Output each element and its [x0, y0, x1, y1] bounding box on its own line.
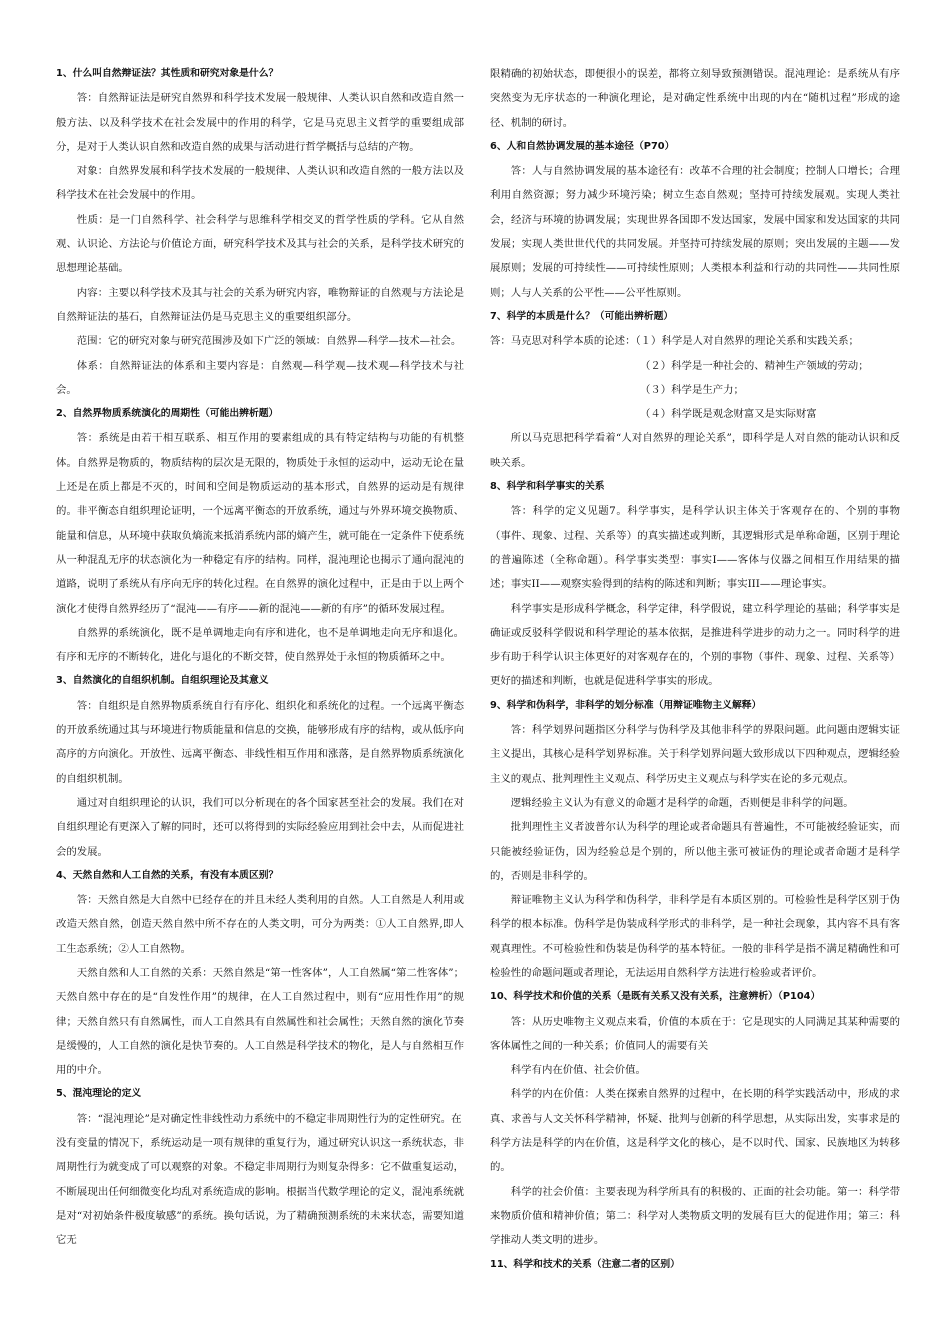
body-paragraph: 答：科学划界问题指区分科学与伪科学及其他非科学的界限问题。此问题由逻辑实证主义提出，其核心是科学划界标准。关于科学划界问题大致形成以下四种观点，逻辑经验主义的观点、批判理性主义观点、科学历史主义观点与科学实在论的多元观点。 — [490, 724, 900, 785]
list-item: （２）科学是一种社会的、精神生产领域的劳动； — [640, 359, 869, 372]
body-paragraph: 答：自然辩证法是研究自然界和科学技术发展一般规律、人类认识自然和改造自然一般方法、以及科学技术在社会发展中的作用的科学，它是马克思主义哲学的重要组成部分，是对于人类认识自然和改造自然的成果与活动进行哲学概括与总结的产物。 — [56, 92, 464, 153]
body-paragraph: 对象：自然界发展和科学技术发展的一般规律、人类认识和改造自然的一般方法以及科学技术在社会发展中的作用。 — [56, 165, 464, 202]
body-paragraph: 内容：主要以科学技术及其与社会的关系为研究内容，唯物辩证的自然观与方法论是自然辩证法的基石，自然辩证法仍是马克思主义的重要组织部分。 — [56, 286, 464, 323]
section-heading: 5、混沌理论的定义 — [56, 1088, 142, 1100]
body-paragraph: 科学的内在价值：人类在探索自然界的过程中，在长期的科学实践活动中，形成的求真、求善与人文关怀科学精神，怀疑、批判与创新的科学思想，从实际出发，实事求是的科学方法是科学的内在价值，这是科学文化的核心，是不以时代、国家、民族地区为转移的。 — [490, 1088, 900, 1174]
list-item: （４）科学既是观念财富又是实际财富 — [640, 408, 817, 421]
section-heading: 3、自然演化的自组织机制。自组织理论及其意义 — [56, 675, 269, 687]
body-paragraph: 答：天然自然是大自然中已经存在的并且未经人类利用的自然。人工自然是人利用或改造天然自然，创造天然自然中所不存在的人类文明，可分为两类：①人工自然界,即人工生态系统；②人工自然物。 — [56, 894, 464, 955]
section-heading: 2、自然界物质系统演化的周期性（可能出辨析题） — [56, 408, 279, 420]
body-paragraph: 范围：它的研究对象与研究范围涉及如下广泛的领域：自然界—科学—技术—社会。 — [76, 335, 462, 348]
body-paragraph: 答：科学的定义见题7。科学事实，是科学认识主体关于客观存在的、个别的事物（事件、现象、过程、关系等）的真实描述或判断，其逻辑形式是单称命题，区别于理论的普遍陈述（全称命题）。科学事实类型：事实I——客体与仪器之间相互作用结果的描述；事实II——观察实验得到的结构的陈述和判断；事实III——理论事实。 — [490, 505, 900, 591]
right-column — [490, 62, 900, 1277]
body-paragraph: 答：“混沌理论”是对确定性非线性动力系统中的不稳定非周期性行为的定性研究。在 — [76, 1112, 462, 1125]
body-paragraph: 限精确的初始状态，即便很小的误差，都将立刻导致预测错误。混沌理论：是系统从有序突然变为无序状态的一种演化理论，是对确定性系统中出现的内在“随机过程”形成的途径、机制的研讨。 — [490, 68, 900, 129]
body-paragraph: 通过对自组织理论的认识，我们可以分析现在的各个国家甚至社会的发展。我们在对自组织理论有更深入了解的同时，还可以将得到的实际经验应用到社会中去，从而促进社会的发展。 — [56, 796, 464, 858]
body-paragraph: 答：从历史唯物主义观点来看，价值的本质在于：它是现实的人同满足其某种需要的客体属性之间的一种关系；价值同人的需要有关 — [490, 1015, 900, 1052]
section-heading: 4、天然自然和人工自然的关系，有没有本质区别？ — [56, 869, 279, 881]
section-heading: 9、科学和伪科学，非科学的划分标准（用辩证唯物主义解释） — [490, 699, 762, 711]
body-paragraph: 答：马克思对科学本质的论述：（１）科学是人对自然界的理论关系和实践关系； — [490, 335, 859, 348]
body-paragraph: 天然自然和人工自然的关系：天然自然是“第一性客体”，人工自然属“第二性客体”；天然自然中存在的是“自发性作用”的规律，在人工自然过程中，则有“应用性作用”的规律；天然自然只有自然属性，而人工自然具有自然属性和社会属性；天然自然的演化节奏是缓慢的，人工自然的演化是快节奏的。人工自然是科学技术的物化，是人与自然相互作用的中介。 — [56, 966, 464, 1077]
section-heading: 1、什么叫自然辩证法？其性质和研究对象是什么？ — [56, 68, 279, 79]
body-paragraph: 科学的社会价值：主要表现为科学所具有的积极的、正面的社会功能。第一：科学带来物质价值和精神价值；第二：科学对人类物质文明的发展有巨大的促进作用；第三：科学推动人类文明的进步。 — [490, 1185, 900, 1247]
body-paragraph: 答：人与自然协调发展的基本途径有：改革不合理的社会制度；控制人口增长；合理利用自然资源；努力减少环境污染；树立生态自然观；坚持可持续发展观。实现人类社会，经济与环境的协调发展；实现世界各国即不发达国家，发展中国家和发达国家的共同发展；实现人类世世代代的共同发展。并坚持可持续发展的原则；突出发展的主题——发展原则；发展的可持续性——可持续性原则；人类根本利益和行动的共同性——共同性原则；人与人关系的公平性——公平性原则。 — [490, 165, 900, 299]
body-paragraph: 辩证唯物主义认为科学和伪科学，非科学是有本质区别的。可检验性是科学区别于伪科学的根本标准。伪科学是伪装成科学形式的非科学，是一种社会现象，其内容不具有客观真理性。不可检验性和伪装是伪科学的基本特征。一般的非科学是指不满足精确性和可检验性的命题问题或者理论，无法运用自然科学方法进行检验或者评价。 — [490, 894, 900, 979]
body-paragraph: 科学有内在价值、社会价值。 — [510, 1064, 646, 1077]
list-item: （３）科学是生产力； — [640, 383, 744, 396]
section-heading: 6、人和自然协调发展的基本途径（P70） — [490, 140, 675, 152]
body-paragraph: 科学事实是形成科学概念，科学定律，科学假说，建立科学理论的基础；科学事实是确证或反驳科学假说和科学理论的基本依据，是推进科学进步的动力之一。同时科学的进步有助于科学认识主体更好的对客观存在的，个别的事物（事件、现象、过程、关系等）更好的描述和判断，也就是促进科学事实的形成。 — [490, 602, 900, 688]
section-heading: 11、科学和技术的关系（注意二者的区别） — [490, 1258, 680, 1270]
body-paragraph: 体系：自然辩证法的体系和主要内容是：自然观—科学观—技术观—科学技术与社会。 — [56, 359, 464, 396]
left-column — [56, 62, 464, 1253]
body-paragraph: 答：自组织是自然界物质系统自行有序化、组织化和系统化的过程。一个远离平衡态的开放系统通过其与环境进行物质能量和信息的交换，能够形成有序的结构，或从低序向高序的方向演化。开放性、远离平衡态、非线性相互作用和涨落，是自然界物质系统演化的自组织机制。 — [56, 699, 464, 785]
body-paragraph: 自然界的系统演化，既不是单调地走向有序和进化，也不是单调地走向无序和退化。有序和无序的不断转化，进化与退化的不断交替，使自然界处于永恒的物质循环之中。 — [56, 626, 464, 664]
section-heading: 7、科学的本质是什么？（可能出辨析题） — [490, 310, 674, 322]
section-heading: 8、科学和科学事实的关系 — [490, 481, 605, 493]
body-paragraph: 逻辑经验主义认为有意义的命题才是科学的命题，否则便是非科学的问题。 — [510, 796, 854, 809]
section-heading: 10、科学技术和价值的关系（是既有关系又没有关系，注意辨析）（P104） — [490, 991, 821, 1003]
body-paragraph: 批判理性主义者波普尔认为科学的理论或者命题具有普遍性，不可能被经验证实，而只能被经验证伪，因为经验总是个别的，所以他主张可被证伪的理论或者命题才是科学的，否则是非科学的。 — [490, 821, 900, 882]
body-paragraph: 答：系统是由若干相互联系、相互作用的要素组成的具有特定结构与功能的有机整体。自然界是物质的，物质结构的层次是无限的，物质处于永恒的运动中，运动无论在量上还是在质上都是不灭的，时间和空间是物质运动的基本形式，自然界的运动是有规律的。非平衡态自组织理论证明，一个远离平衡态的开放系统，通过与外界环境交换物质、能量和信息，从环境中获取负熵流来抵消系统内部的熵产生，就可能在一定条件下使系统从一种混乱无序的状态演化为一种稳定有序的结构。同样，混沌理论也揭示了通向混沌的道路，说明了系统从有序向无序的转化过程。在自然界的演化过程中，正是由于以上两个演化才使得自然界经历了“混沌——有序——新的混沌——新的有序”的循环发展过程。 — [56, 432, 464, 615]
body-paragraph: 性质：是一门自然科学、社会科学与思维科学相交叉的哲学性质的学科。它从自然观、认识论、方法论与价值论方面，研究科学技术及其与社会的关系，是科学技术研究的思想理论基础。 — [56, 213, 464, 275]
body-paragraph: 没有变量的情况下，系统运动是一项有规律的重复行为，通过研究认识这一系统状态，非周期性行为就变成了可以观察的对象。不稳定非周期行为则复杂得多：它不做重复运动，不断展现出任何细微变化均乱对系统造成的影响。根据当代数学理论的定义，混沌系统就是对“对初始条件极度敏感”的系统。换句话说，为了精确预测系统的未来状态，需要知道它无 — [56, 1137, 464, 1247]
body-paragraph: 所以马克思把科学看着“人对自然界的理论关系”，即科学是人对自然的能动认识和反映关系。 — [490, 432, 900, 469]
